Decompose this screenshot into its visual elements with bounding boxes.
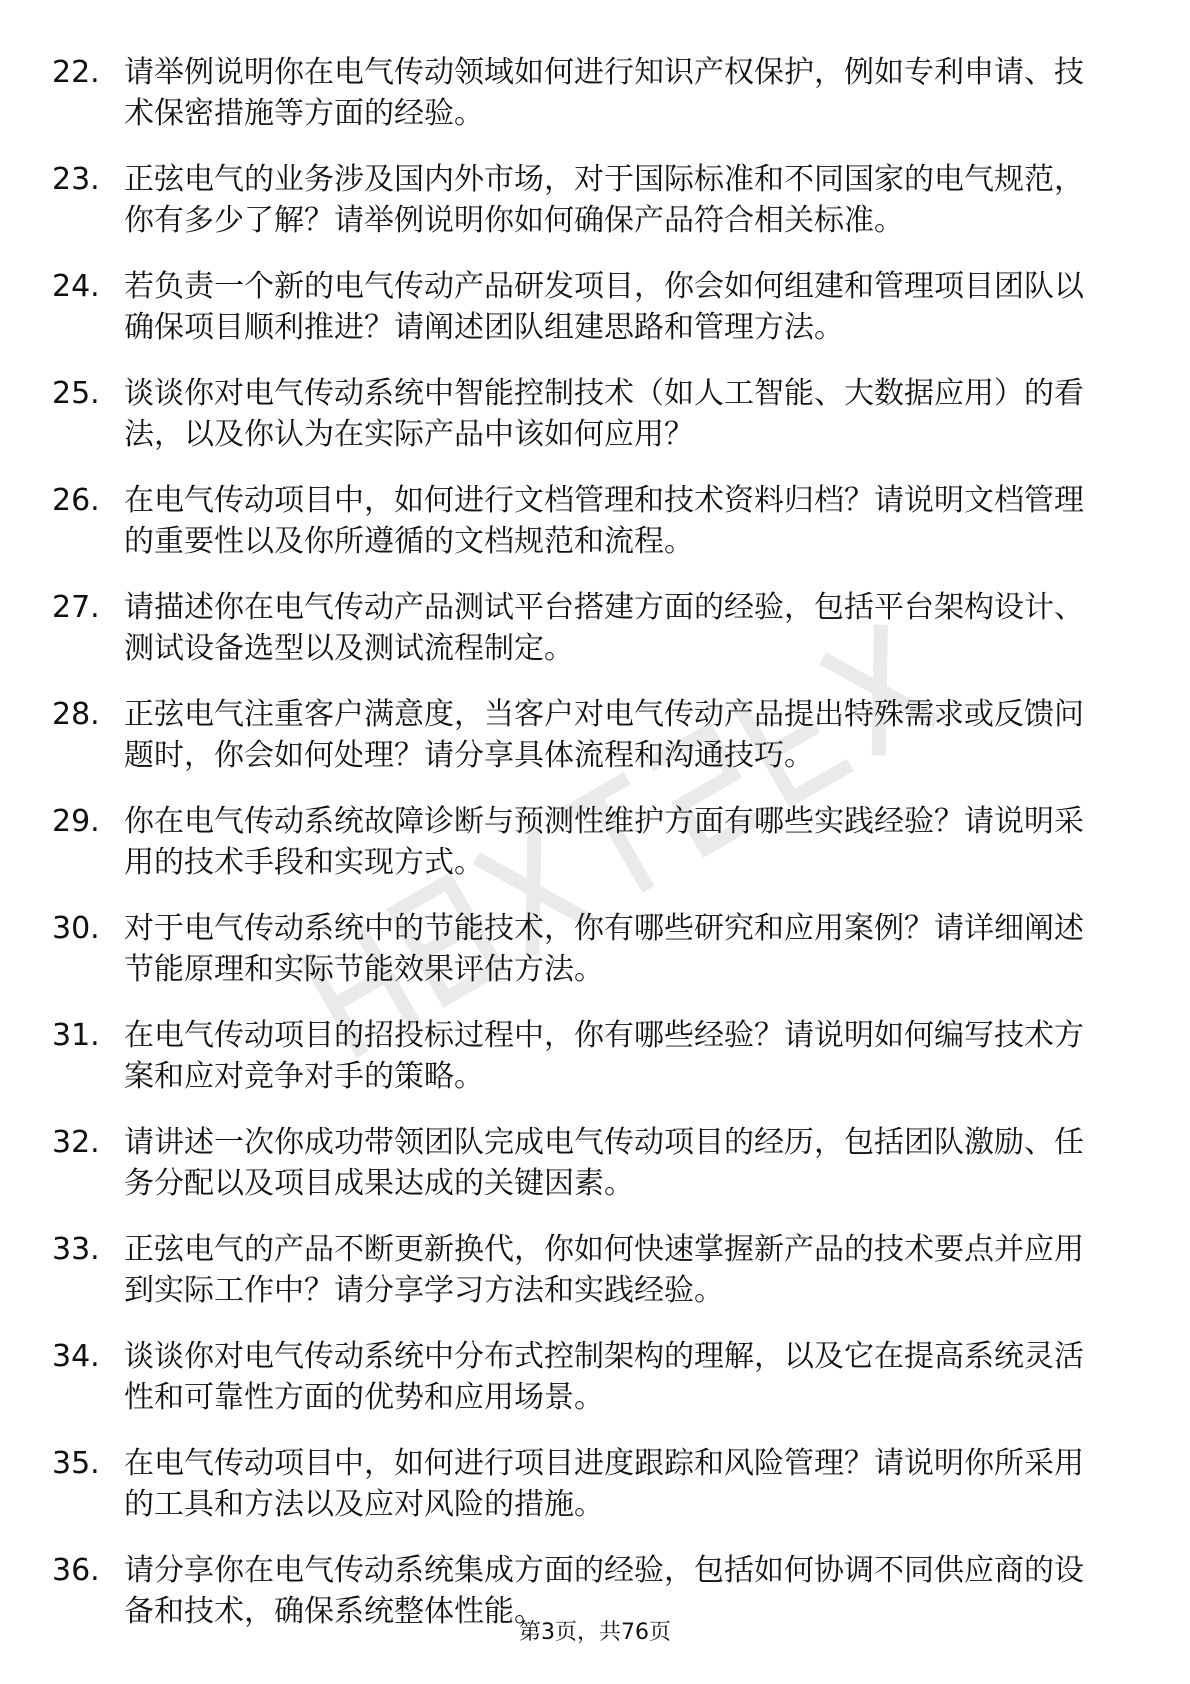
question-number: 34.: [52, 1339, 100, 1374]
question-text: 请讲述一次你成功带领团队完成电气传动项目的经历，包括团队激励、任务分配以及项目成果达成的关键因素。: [124, 1125, 1084, 1201]
question-number: 30.: [52, 911, 100, 946]
question-number: 31.: [52, 1018, 100, 1053]
question-item: [52, 694, 1112, 776]
question-number: 24.: [52, 269, 100, 304]
question-number: 32.: [52, 1125, 100, 1160]
question-text: 你在电气传动系统故障诊断与预测性维护方面有哪些实践经验？请说明采用的技术手段和实现方式。: [124, 804, 1084, 880]
question-number: 35.: [52, 1446, 100, 1481]
question-item: [52, 52, 1112, 134]
question-item: [52, 908, 1112, 990]
question-text: 请描述你在电气传动产品测试平台搭建方面的经验，包括平台架构设计、测试设备选型以及测试流程制定。: [124, 590, 1084, 666]
question-item: [52, 1122, 1112, 1204]
question-number: 36.: [52, 1553, 100, 1588]
question-text: 若负责一个新的电气传动产品研发项目，你会如何组建和管理项目团队以确保项目顺利推进？请阐述团队组建思路和管理方法。: [124, 269, 1084, 345]
question-text: 谈谈你对电气传动系统中分布式控制架构的理解，以及它在提高系统灵活性和可靠性方面的优势和应用场景。: [124, 1339, 1084, 1415]
question-text: 正弦电气注重客户满意度，当客户对电气传动产品提出特殊需求或反馈问题时，你会如何处理？请分享具体流程和沟通技巧。: [124, 697, 1084, 773]
question-item: [52, 587, 1112, 669]
question-text: 在电气传动项目中，如何进行文档管理和技术资料归档？请说明文档管理的重要性以及你所遵循的文档规范和流程。: [124, 483, 1084, 559]
question-text: 谈谈你对电气传动系统中智能控制技术（如人工智能、大数据应用）的看法，以及你认为在实际产品中该如何应用？: [124, 376, 1084, 452]
question-item: [52, 801, 1112, 883]
question-list: [52, 52, 1112, 1657]
question-item: [52, 1015, 1112, 1097]
question-text: 在电气传动项目的招投标过程中，你有哪些经验？请说明如何编写技术方案和应对竞争对手的策略。: [124, 1018, 1084, 1094]
page-footer: 第3页，共76页: [519, 1620, 671, 1645]
question-text: 请举例说明你在电气传动领域如何进行知识产权保护，例如专利申请、技术保密措施等方面的经验。: [124, 55, 1084, 131]
question-item: [52, 266, 1112, 348]
question-item: [52, 159, 1112, 241]
question-number: 23.: [52, 162, 100, 197]
question-number: 26.: [52, 483, 100, 518]
question-text: 请分享你在电气传动系统集成方面的经验，包括如何协调不同供应商的设备和技术，确保系统整体性能。: [124, 1553, 1084, 1629]
question-number: 33.: [52, 1232, 100, 1267]
question-item: [52, 1443, 1112, 1525]
question-number: 25.: [52, 376, 100, 411]
question-number: 28.: [52, 697, 100, 732]
question-text: 对于电气传动系统中的节能技术，你有哪些研究和应用案例？请详细阐述节能原理和实际节能效果评估方法。: [124, 911, 1084, 987]
question-item: [52, 373, 1112, 455]
question-text: 在电气传动项目中，如何进行项目进度跟踪和风险管理？请说明你所采用的工具和方法以及应对风险的措施。: [124, 1446, 1084, 1522]
question-item: [52, 480, 1112, 562]
question-item: [52, 1229, 1112, 1311]
question-number: 29.: [52, 804, 100, 839]
question-item: [52, 1336, 1112, 1418]
question-number: 22.: [52, 55, 100, 90]
question-text: 正弦电气的业务涉及国内外市场，对于国际标准和不同国家的电气规范，你有多少了解？请举例说明你如何确保产品符合相关标准。: [124, 162, 1084, 238]
question-text: 正弦电气的产品不断更新换代，你如何快速掌握新产品的技术要点并应用到实际工作中？请分享学习方法和实践经验。: [124, 1232, 1084, 1308]
question-number: 27.: [52, 590, 100, 625]
